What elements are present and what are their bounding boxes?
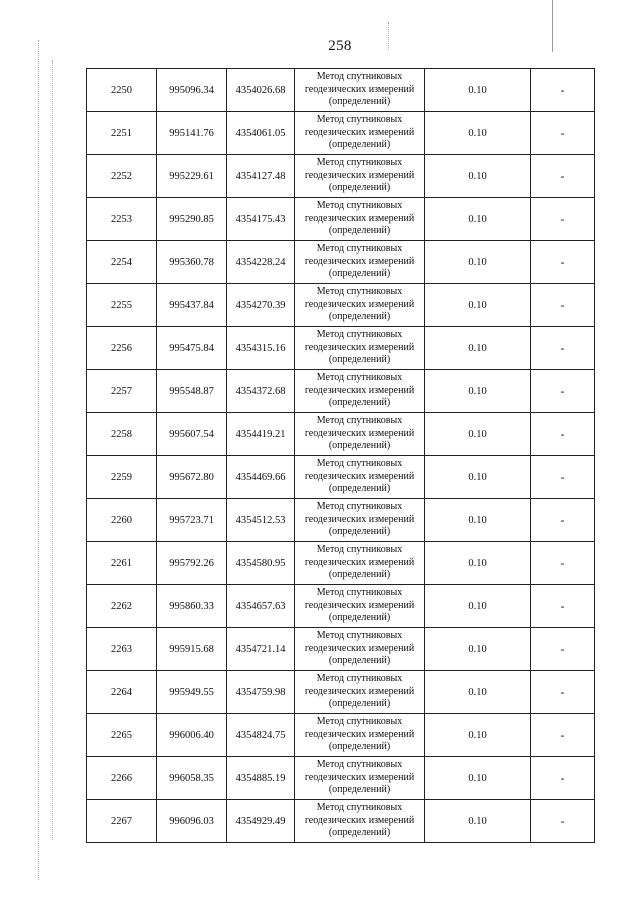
accuracy-cell: 0.10 <box>425 284 531 327</box>
note-cell: - <box>531 370 595 413</box>
point-number-cell: 2257 <box>87 370 157 413</box>
method-cell: Метод спутниковых геодезических измерений (определений) <box>295 327 425 370</box>
x-coordinate-cell: 995229.61 <box>157 155 227 198</box>
x-coordinate-cell: 995607.54 <box>157 413 227 456</box>
table-body <box>87 69 595 843</box>
y-coordinate-cell: 4354419.21 <box>227 413 295 456</box>
accuracy-cell: 0.10 <box>425 241 531 284</box>
note-cell: - <box>531 284 595 327</box>
accuracy-cell: 0.10 <box>425 757 531 800</box>
x-coordinate-cell: 995548.87 <box>157 370 227 413</box>
method-cell: Метод спутниковых геодезических измерений (определений) <box>295 542 425 585</box>
note-cell: - <box>531 456 595 499</box>
table-row <box>87 714 595 757</box>
method-cell: Метод спутниковых геодезических измерений (определений) <box>295 628 425 671</box>
method-cell: Метод спутниковых геодезических измерений (определений) <box>295 370 425 413</box>
x-coordinate-cell: 995437.84 <box>157 284 227 327</box>
accuracy-cell: 0.10 <box>425 714 531 757</box>
note-cell: - <box>531 757 595 800</box>
table-row <box>87 241 595 284</box>
scan-artifact-left-margin <box>38 40 39 880</box>
y-coordinate-cell: 4354228.24 <box>227 241 295 284</box>
point-number-cell: 2251 <box>87 112 157 155</box>
method-cell: Метод спутниковых геодезических измерений (определений) <box>295 413 425 456</box>
point-number-cell: 2260 <box>87 499 157 542</box>
accuracy-cell: 0.10 <box>425 155 531 198</box>
y-coordinate-cell: 4354469.66 <box>227 456 295 499</box>
note-cell: - <box>531 241 595 284</box>
y-coordinate-cell: 4354759.98 <box>227 671 295 714</box>
note-cell: - <box>531 327 595 370</box>
accuracy-cell: 0.10 <box>425 413 531 456</box>
table-row <box>87 800 595 843</box>
note-cell: - <box>531 671 595 714</box>
accuracy-cell: 0.10 <box>425 112 531 155</box>
x-coordinate-cell: 995792.26 <box>157 542 227 585</box>
x-coordinate-cell: 996096.03 <box>157 800 227 843</box>
table-row <box>87 671 595 714</box>
table-row <box>87 284 595 327</box>
note-cell: - <box>531 542 595 585</box>
table-row <box>87 542 595 585</box>
table-row <box>87 112 595 155</box>
point-number-cell: 2261 <box>87 542 157 585</box>
method-cell: Метод спутниковых геодезических измерений (определений) <box>295 671 425 714</box>
x-coordinate-cell: 996006.40 <box>157 714 227 757</box>
method-cell: Метод спутниковых геодезических измерений (определений) <box>295 757 425 800</box>
accuracy-cell: 0.10 <box>425 585 531 628</box>
x-coordinate-cell: 995290.85 <box>157 198 227 241</box>
accuracy-cell: 0.10 <box>425 198 531 241</box>
y-coordinate-cell: 4354929.49 <box>227 800 295 843</box>
accuracy-cell: 0.10 <box>425 69 531 112</box>
y-coordinate-cell: 4354026.68 <box>227 69 295 112</box>
method-cell: Метод спутниковых геодезических измерений (определений) <box>295 284 425 327</box>
note-cell: - <box>531 112 595 155</box>
note-cell: - <box>531 499 595 542</box>
method-cell: Метод спутниковых геодезических измерений (определений) <box>295 155 425 198</box>
y-coordinate-cell: 4354372.68 <box>227 370 295 413</box>
table-row <box>87 327 595 370</box>
note-cell: - <box>531 714 595 757</box>
x-coordinate-cell: 995096.34 <box>157 69 227 112</box>
point-number-cell: 2252 <box>87 155 157 198</box>
y-coordinate-cell: 4354127.48 <box>227 155 295 198</box>
y-coordinate-cell: 4354721.14 <box>227 628 295 671</box>
method-cell: Метод спутниковых геодезических измерений (определений) <box>295 456 425 499</box>
table-row <box>87 69 595 112</box>
y-coordinate-cell: 4354885.19 <box>227 757 295 800</box>
accuracy-cell: 0.10 <box>425 542 531 585</box>
method-cell: Метод спутниковых геодезических измерений (определений) <box>295 714 425 757</box>
x-coordinate-cell: 995723.71 <box>157 499 227 542</box>
method-cell: Метод спутниковых геодезических измерений (определений) <box>295 69 425 112</box>
point-number-cell: 2267 <box>87 800 157 843</box>
note-cell: - <box>531 155 595 198</box>
point-number-cell: 2263 <box>87 628 157 671</box>
point-number-cell: 2256 <box>87 327 157 370</box>
method-cell: Метод спутниковых геодезических измерений (определений) <box>295 800 425 843</box>
note-cell: - <box>531 198 595 241</box>
x-coordinate-cell: 996058.35 <box>157 757 227 800</box>
coordinates-table <box>86 68 595 843</box>
table-row <box>87 155 595 198</box>
table-row <box>87 757 595 800</box>
y-coordinate-cell: 4354270.39 <box>227 284 295 327</box>
accuracy-cell: 0.10 <box>425 370 531 413</box>
y-coordinate-cell: 4354580.95 <box>227 542 295 585</box>
accuracy-cell: 0.10 <box>425 800 531 843</box>
accuracy-cell: 0.10 <box>425 628 531 671</box>
method-cell: Метод спутниковых геодезических измерений (определений) <box>295 198 425 241</box>
scan-artifact-left-margin-2 <box>52 60 53 840</box>
x-coordinate-cell: 995915.68 <box>157 628 227 671</box>
y-coordinate-cell: 4354315.16 <box>227 327 295 370</box>
point-number-cell: 2259 <box>87 456 157 499</box>
table-row <box>87 413 595 456</box>
table-row <box>87 370 595 413</box>
table-row <box>87 628 595 671</box>
y-coordinate-cell: 4354175.43 <box>227 198 295 241</box>
method-cell: Метод спутниковых геодезических измерений (определений) <box>295 499 425 542</box>
y-coordinate-cell: 4354657.63 <box>227 585 295 628</box>
point-number-cell: 2266 <box>87 757 157 800</box>
x-coordinate-cell: 995475.84 <box>157 327 227 370</box>
accuracy-cell: 0.10 <box>425 671 531 714</box>
note-cell: - <box>531 413 595 456</box>
note-cell: - <box>531 628 595 671</box>
x-coordinate-cell: 995860.33 <box>157 585 227 628</box>
x-coordinate-cell: 995141.76 <box>157 112 227 155</box>
accuracy-cell: 0.10 <box>425 327 531 370</box>
point-number-cell: 2250 <box>87 69 157 112</box>
method-cell: Метод спутниковых геодезических измерений (определений) <box>295 585 425 628</box>
note-cell: - <box>531 585 595 628</box>
page-number: 258 <box>328 38 352 54</box>
x-coordinate-cell: 995672.80 <box>157 456 227 499</box>
table-row <box>87 585 595 628</box>
method-cell: Метод спутниковых геодезических измерений (определений) <box>295 241 425 284</box>
point-number-cell: 2254 <box>87 241 157 284</box>
y-coordinate-cell: 4354512.53 <box>227 499 295 542</box>
point-number-cell: 2253 <box>87 198 157 241</box>
y-coordinate-cell: 4354061.05 <box>227 112 295 155</box>
point-number-cell: 2258 <box>87 413 157 456</box>
point-number-cell: 2255 <box>87 284 157 327</box>
x-coordinate-cell: 995949.55 <box>157 671 227 714</box>
accuracy-cell: 0.10 <box>425 456 531 499</box>
accuracy-cell: 0.10 <box>425 499 531 542</box>
y-coordinate-cell: 4354824.75 <box>227 714 295 757</box>
point-number-cell: 2264 <box>87 671 157 714</box>
note-cell: - <box>531 800 595 843</box>
table-row <box>87 198 595 241</box>
note-cell: - <box>531 69 595 112</box>
method-cell: Метод спутниковых геодезических измерений (определений) <box>295 112 425 155</box>
x-coordinate-cell: 995360.78 <box>157 241 227 284</box>
table-row <box>87 456 595 499</box>
table-row <box>87 499 595 542</box>
point-number-cell: 2262 <box>87 585 157 628</box>
point-number-cell: 2265 <box>87 714 157 757</box>
